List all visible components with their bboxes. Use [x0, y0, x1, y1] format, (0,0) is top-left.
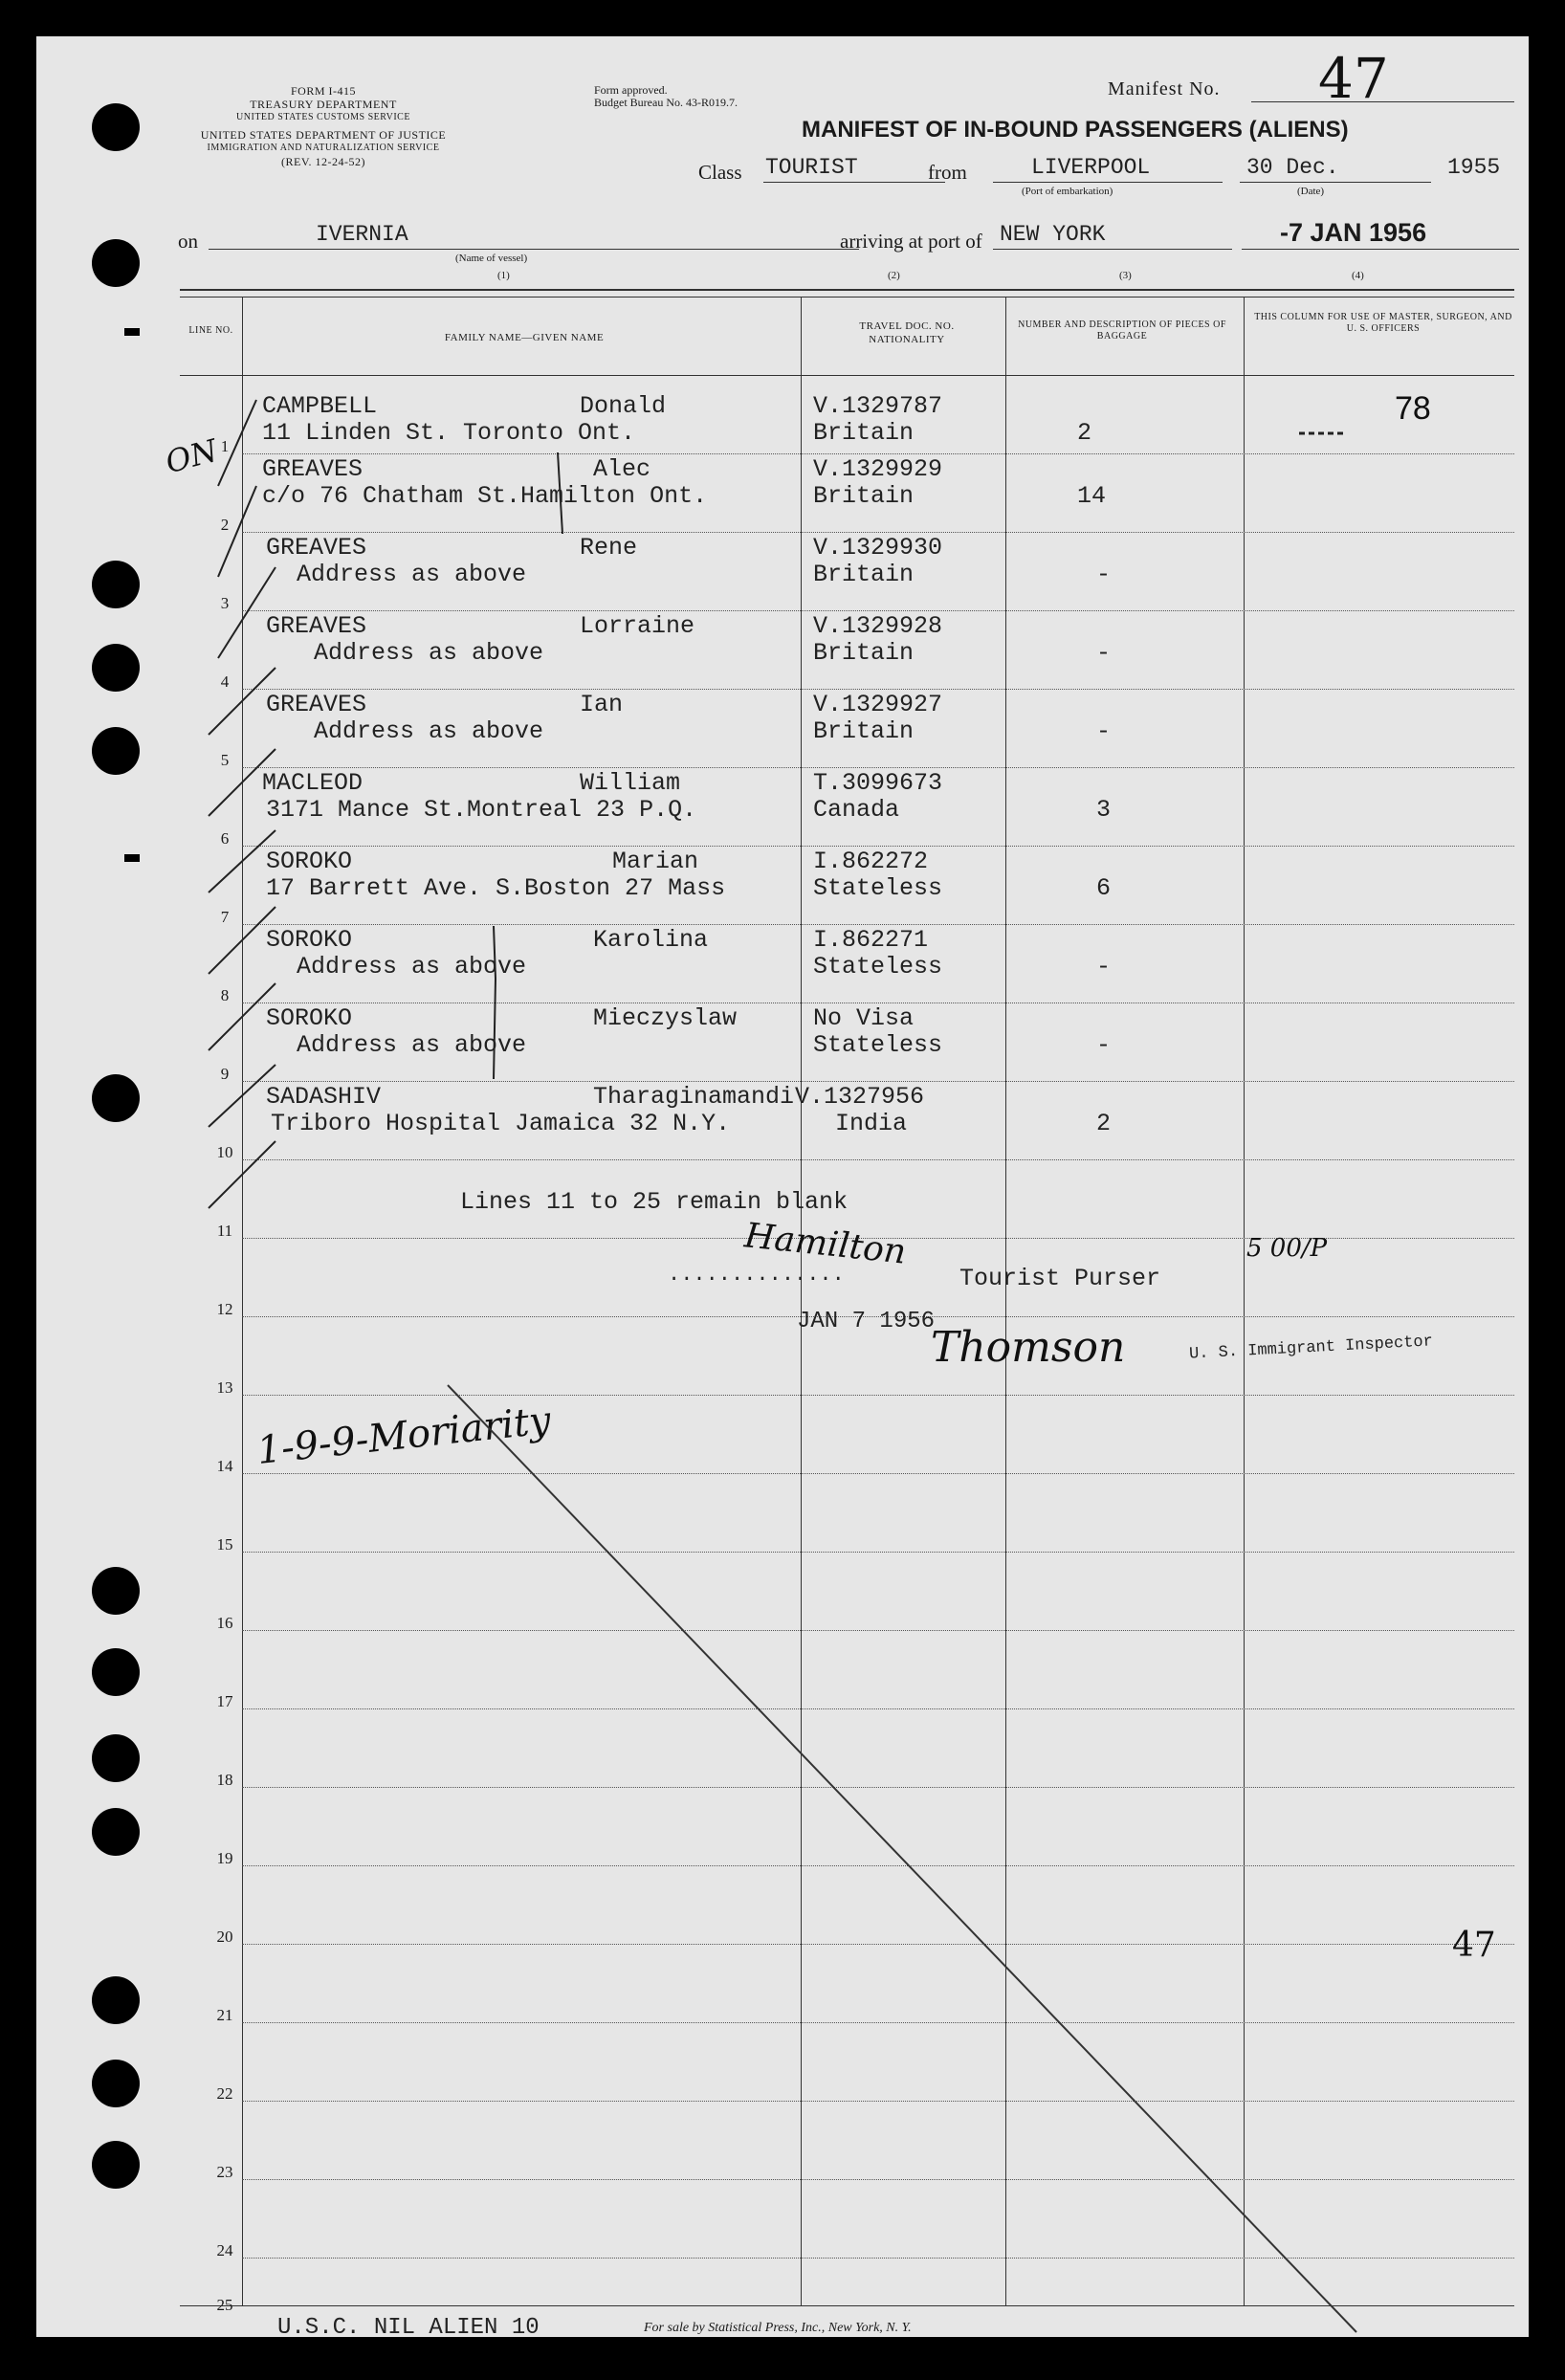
given-name: Tharaginamandi	[593, 1083, 795, 1111]
date-value: 30 Dec.	[1246, 155, 1339, 180]
form-revision: (REV. 12-24-52)	[281, 155, 365, 168]
baggage: -	[1096, 953, 1112, 981]
binder-hole	[92, 1567, 140, 1615]
row-rule	[242, 610, 1514, 611]
address: Address as above	[314, 717, 544, 745]
line-number: 2	[220, 516, 230, 534]
line-number: 8	[220, 986, 230, 1004]
binder-hole	[92, 561, 140, 608]
travel-doc: I.862271	[813, 926, 929, 954]
given-name: Donald	[580, 392, 667, 420]
arrival-stamp: -7 JAN 1956	[1280, 218, 1427, 247]
col-divider-doc	[801, 297, 802, 2305]
nationality: India	[835, 1110, 908, 1137]
travel-doc: V.1329929	[813, 455, 943, 483]
binder-hole	[92, 239, 140, 287]
nationality: Britain	[813, 717, 915, 745]
travel-doc: V.1329927	[813, 691, 943, 718]
line-number: 17	[216, 1692, 233, 1710]
binder-hole	[92, 1648, 140, 1696]
given-name: William	[580, 769, 681, 797]
approval-block	[594, 84, 738, 109]
line-number: 10	[216, 1143, 233, 1161]
remain-blank-note: Lines 11 to 25 remain blank	[460, 1188, 849, 1216]
line-number: 6	[220, 829, 230, 848]
address: 17 Barrett Ave. S.Boston 27 Mass	[266, 874, 726, 902]
port-caption: (Port of embarkation)	[1022, 186, 1113, 197]
address: c/o 76 Chatham St.Hamilton Ont.	[262, 482, 708, 510]
baggage: 2	[1096, 1110, 1112, 1137]
baggage: 6	[1096, 874, 1112, 902]
binder-hole	[92, 1808, 140, 1856]
family-name: SADASHIV	[266, 1083, 382, 1111]
col-header-bag: NUMBER AND DESCRIPTION OF PIECES OF BAGGAGE	[1018, 320, 1226, 342]
row-rule	[242, 1159, 1514, 1160]
form-number: FORM I-415	[290, 84, 356, 98]
row-rule	[242, 846, 1514, 847]
address: Address as above	[297, 561, 527, 588]
line-number: 15	[216, 1535, 233, 1554]
ins-service: IMMIGRATION AND NATURALIZATION SERVICE	[207, 143, 440, 153]
family-name: GREAVES	[266, 534, 367, 562]
family-name: SOROKO	[266, 1004, 353, 1032]
arrival-line	[993, 249, 1232, 250]
line-number: 19	[216, 1849, 233, 1867]
arriving-label: arriving at port of	[840, 230, 982, 253]
approval-line: Form approved.	[594, 83, 668, 97]
address: 11 Linden St. Toronto Ont.	[262, 419, 636, 447]
col-divider-bag	[1005, 297, 1006, 2305]
customs-service: UNITED STATES CUSTOMS SERVICE	[236, 112, 410, 122]
purser-dots: ..............	[668, 1263, 845, 1287]
given-name: Mieczyslaw	[593, 1004, 738, 1032]
on-label: on	[178, 230, 198, 253]
line-number: 12	[216, 1300, 233, 1318]
col-num-2: (2)	[888, 270, 900, 281]
row-rule	[242, 2258, 1514, 2259]
family-name: GREAVES	[266, 691, 367, 718]
line-number: 23	[216, 2163, 233, 2181]
binder-hole	[92, 1734, 140, 1782]
line-number: 5	[220, 751, 230, 769]
line-number: 9	[220, 1065, 230, 1083]
purser-signature: Hamilton	[742, 1216, 909, 1272]
from-value: LIVERPOOL	[1031, 155, 1151, 180]
line-number: 4	[220, 672, 230, 691]
travel-doc: I.862272	[813, 848, 929, 875]
given-name: Lorraine	[580, 612, 695, 640]
row-rule	[242, 1552, 1514, 1553]
annotation-strokes	[36, 36, 1529, 2337]
row-rule	[242, 924, 1514, 925]
from-line	[993, 182, 1223, 183]
col-num-1: (1)	[497, 270, 510, 281]
given-name: Karolina	[593, 926, 709, 954]
row-rule	[242, 532, 1514, 533]
budget-bureau: Budget Bureau No. 43-R019.7.	[594, 96, 738, 109]
address: Triboro Hospital Jamaica 32 N.Y.	[271, 1110, 731, 1137]
baggage: 3	[1096, 796, 1112, 824]
binder-hole	[92, 1074, 140, 1122]
line-number: 18	[216, 1771, 233, 1789]
nationality: Canada	[813, 796, 900, 824]
line-number: 20	[216, 1928, 233, 1946]
binder-hole	[92, 644, 140, 692]
manifest-no-value: 47	[1318, 46, 1389, 111]
line-number: 14	[216, 1457, 233, 1475]
from-label: from	[928, 161, 967, 184]
row-rule	[242, 453, 1514, 454]
binder-mark	[124, 854, 140, 862]
row-rule	[242, 1395, 1514, 1396]
binder-hole	[92, 2141, 140, 2189]
row-rule	[242, 2022, 1514, 2023]
binder-hole	[92, 1976, 140, 2024]
travel-doc: No Visa	[813, 1004, 915, 1032]
handwritten-code: 1-9-9-Moriarity	[254, 1399, 553, 1473]
nationality: Britain	[813, 419, 915, 447]
jan-stamp: JAN 7 1956	[797, 1309, 936, 1334]
nationality: Britain	[813, 561, 915, 588]
line-number: 1	[220, 437, 230, 455]
class-line	[763, 182, 945, 183]
form-block	[180, 84, 467, 168]
family-name: SOROKO	[266, 848, 353, 875]
class-label: Class	[698, 161, 742, 184]
baggage: 2	[1077, 419, 1092, 447]
column-header-rule	[180, 375, 1514, 376]
given-name: Alec	[593, 455, 651, 483]
baggage: -	[1096, 717, 1112, 745]
nationality: Stateless	[813, 874, 943, 902]
col-header-line: LINE NO.	[188, 325, 233, 336]
line-number: 22	[216, 2084, 233, 2103]
nationality: Britain	[813, 639, 915, 667]
line-number: 21	[216, 2006, 233, 2024]
binder-hole	[92, 2060, 140, 2107]
row-rule	[242, 767, 1514, 768]
col-divider-off	[1244, 297, 1245, 2305]
row-rule	[242, 1865, 1514, 1866]
diagonal-strike	[448, 1385, 1356, 2332]
family-name: SOROKO	[266, 926, 353, 954]
address: Address as above	[297, 1031, 527, 1059]
family-name: CAMPBELL	[262, 392, 378, 420]
travel-doc: V.1327956	[795, 1083, 925, 1111]
address: Address as above	[314, 639, 544, 667]
given-name: Ian	[580, 691, 624, 718]
stamp-line	[1242, 249, 1519, 250]
manifest-sheet	[36, 36, 1529, 2341]
class-value: TOURIST	[765, 155, 858, 180]
col-header-off: THIS COLUMN FOR USE OF MASTER, SURGEON, AND U. S. OFFICERS	[1254, 312, 1512, 334]
col-num-4: (4)	[1352, 270, 1364, 281]
binder-hole	[92, 727, 140, 775]
row-rule	[242, 1944, 1514, 1945]
travel-doc: V.1329928	[813, 612, 943, 640]
table-top-rule	[180, 289, 1514, 291]
purser-title: Tourist Purser	[959, 1265, 1161, 1292]
given-name: Marian	[612, 848, 699, 875]
travel-doc: T.3099673	[813, 769, 943, 797]
arrival-port: NEW YORK	[1000, 222, 1106, 247]
vessel-line	[209, 249, 859, 250]
travel-doc: V.1329930	[813, 534, 943, 562]
travel-doc: V.1329787	[813, 392, 943, 420]
line-number: 3	[220, 594, 230, 612]
table-top-rule-2	[180, 297, 1514, 298]
date-line	[1240, 182, 1431, 183]
line-number: 25	[216, 2296, 233, 2314]
col-header-doc: TRAVEL DOC. NO. NATIONALITY	[859, 320, 955, 345]
nationality: Stateless	[813, 1031, 943, 1059]
row-rule	[242, 1708, 1514, 1709]
row-rule	[242, 1787, 1514, 1788]
officer-note: 78	[1395, 390, 1431, 427]
given-name: Rene	[580, 534, 638, 562]
row-rule	[242, 689, 1514, 690]
nationality: Britain	[813, 482, 915, 510]
family-name: GREAVES	[266, 612, 367, 640]
baggage: -	[1096, 639, 1112, 667]
inspector-title: U. S. Immigrant Inspector	[1188, 1333, 1434, 1364]
line-number: 13	[216, 1378, 233, 1397]
family-name: MACLEOD	[262, 769, 364, 797]
vessel-value: IVERNIA	[316, 222, 408, 247]
binder-mark	[124, 328, 140, 336]
line-number: 11	[216, 1222, 233, 1240]
manifest-title: MANIFEST OF IN-BOUND PASSENGERS (ALIENS)	[802, 117, 1349, 143]
row-rule	[242, 1081, 1514, 1082]
usc-line: U.S.C. NIL ALIEN 10	[277, 2315, 540, 2341]
year-value: 1955	[1447, 155, 1501, 180]
row-rule	[242, 2179, 1514, 2180]
row-rule	[242, 1473, 1514, 1474]
table-bottom-rule	[180, 2305, 1514, 2306]
nationality: Stateless	[813, 953, 943, 981]
line-number: 7	[220, 908, 230, 926]
margin-on: ON	[162, 431, 222, 481]
address: Address as above	[297, 953, 527, 981]
binder-hole	[92, 103, 140, 151]
col-num-3: (3)	[1119, 270, 1132, 281]
line-number: 16	[216, 1614, 233, 1632]
manifest-no-label: Manifest No.	[1108, 78, 1221, 99]
vessel-caption: (Name of vessel)	[455, 253, 528, 264]
inspector-signature: Thomson	[931, 1323, 1126, 1372]
row-rule	[242, 2101, 1514, 2102]
line-number: 24	[216, 2241, 233, 2259]
date-caption: (Date)	[1297, 186, 1325, 197]
purser-fee: 5 00/P	[1246, 1234, 1328, 1263]
col-header-name: FAMILY NAME—GIVEN NAME	[444, 332, 605, 343]
margin-47: 47	[1452, 1926, 1496, 1965]
treasury-dept: TREASURY DEPARTMENT	[250, 98, 397, 111]
baggage: -	[1096, 1031, 1112, 1059]
baggage: 14	[1077, 482, 1107, 510]
baggage: -	[1096, 561, 1112, 588]
address: 3171 Mance St.Montreal 23 P.Q.	[266, 796, 697, 824]
press-line: For sale by Statistical Press, Inc., New York, N. Y.	[644, 2321, 912, 2335]
family-name: GREAVES	[262, 455, 364, 483]
row-rule	[242, 1630, 1514, 1631]
justice-dept: UNITED STATES DEPARTMENT OF JUSTICE	[200, 128, 447, 142]
